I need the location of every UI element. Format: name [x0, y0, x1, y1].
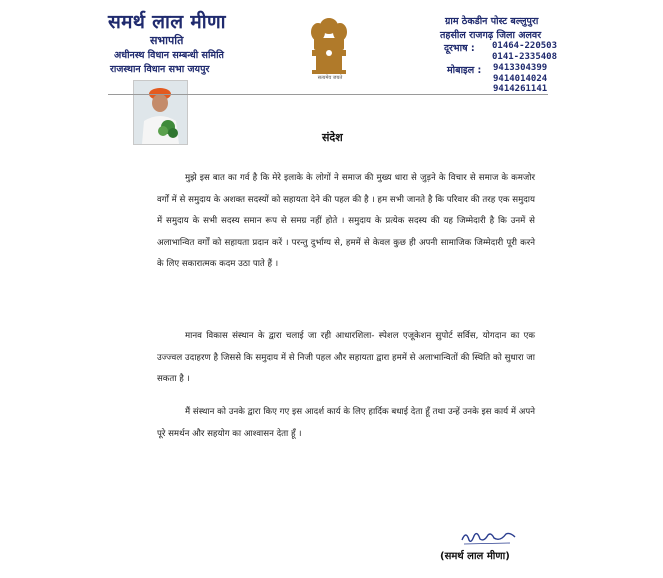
mobile-label: मोबाइल :	[447, 65, 482, 76]
phone-number: 01464-220503	[492, 41, 558, 51]
letter-paragraph: मुझे इस बात का गर्व है कि मेरे इलाके के लोगों ने समाज की मुख्य धारा से जुड़ने के विचार से समाज के कमजोर वर्गों में से समुदाय के अशक्त सदस्यों को सहायता देने की पहल की है । हम सभी जानते है कि परिवार की तरह एक समुदाय में समुदाय के सभी सदस्य समान रूप से समग्र नहीं होते । समुदाय के प्रत्येक सदस्य की यह जिम्मेदारी है कि उनमें से अलाभान्वित वर्गों को सहायता प्रदान करें । परन्तु दुर्भाग्य से, हममें से केवल कुछ ही अपनी सामाजिक जिम्मेदारी पूरी करने के लिए सकारात्मक कदम उठा पाते हैं ।	[157, 173, 535, 269]
national-emblem	[304, 16, 354, 76]
signature	[460, 526, 520, 548]
sender-committee: अधीनस्थ विधान सम्बन्धी समिति	[114, 50, 224, 61]
mobile-number: 9414261141	[493, 84, 548, 94]
mobile-number: 9413304399	[493, 63, 548, 73]
sender-name: समर्थ लाल मीणा	[108, 11, 226, 33]
emblem-motto: सत्यमेव जयते	[317, 75, 343, 81]
sender-photo	[133, 80, 188, 145]
address-line-1: ग्राम ठेकडीन पोस्ट बल्लुपुरा	[445, 16, 539, 27]
phone-label: दूरभाष :	[444, 43, 475, 54]
lion-capital-icon	[304, 16, 354, 76]
header-divider	[108, 94, 548, 95]
signature-name: (समर्थ लाल मीणा)	[440, 551, 510, 562]
sender-designation: सभापति	[150, 34, 184, 47]
signature-scribble	[460, 526, 520, 548]
letter-paragraph: मैं संस्थान को उनके द्वारा किए गए इस आदर्श कार्य के लिए हार्दिक बधाई देता हूँ तथा उन्हें उनके इस कार्य में अपने पूरे समर्थन और सहयोग का आश्वासन देता हूँ ।	[157, 407, 535, 439]
letter-paragraph: मानव विकास संस्थान के द्वारा चलाई जा रही आधारशिला- स्पेशल एजूकेशन सुपोर्ट सर्विस, योगदान का एक उज्ज्वल उदाहरण है जिससे कि समुदाय में से निजी पहल और सहायता द्वारा हममें से अलाभान्वितों की स्थिति को सुधारा जा सकता है ।	[157, 331, 535, 384]
phone-number: 0141-2335408	[492, 52, 558, 62]
sender-assembly: राजस्थान विधान सभा जयपुर	[110, 64, 210, 75]
mobile-number: 9414014024	[493, 74, 548, 84]
portrait-image	[134, 81, 187, 144]
letter-heading: संदेश	[322, 131, 343, 144]
address-line-2: तहसील राजगढ़ जिला अलवर	[440, 30, 542, 41]
